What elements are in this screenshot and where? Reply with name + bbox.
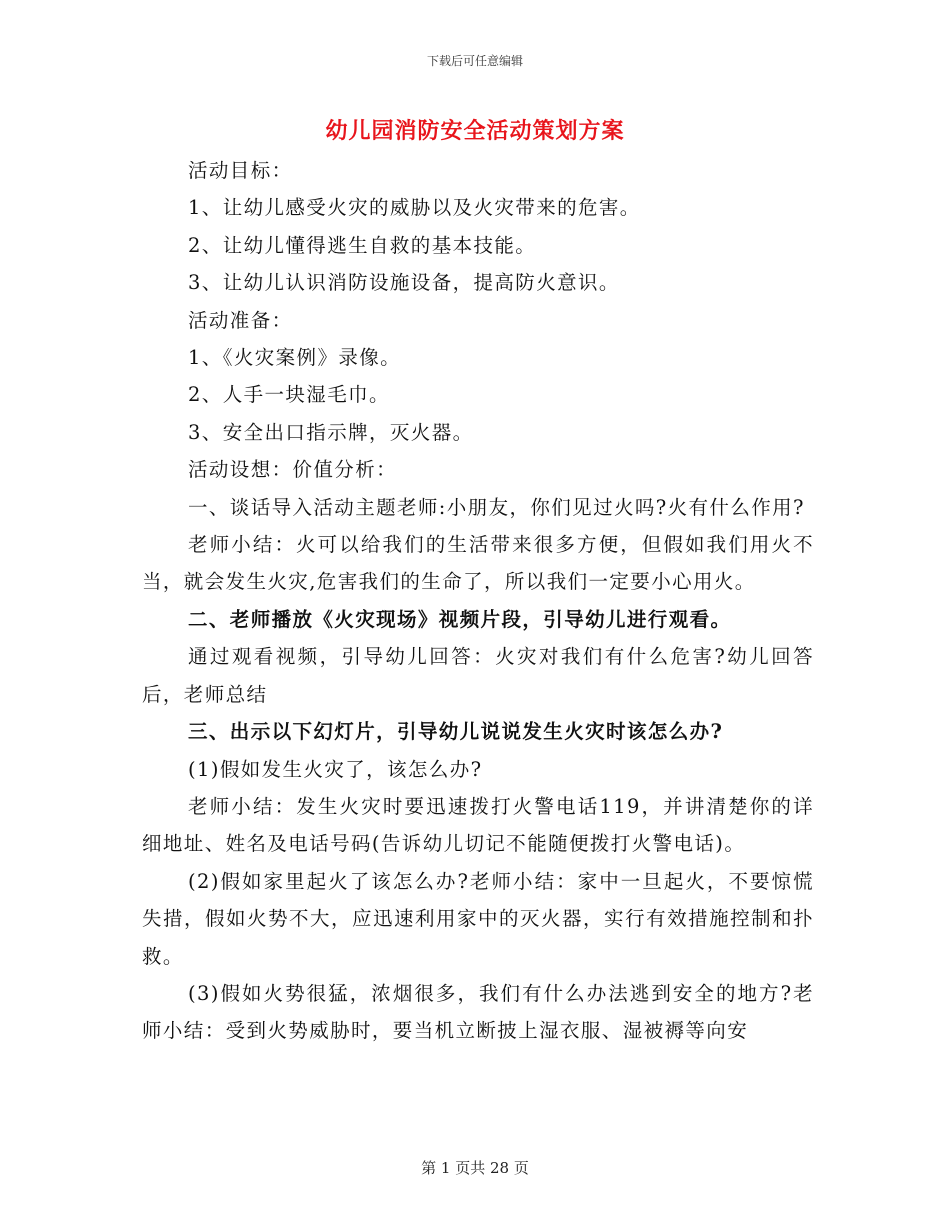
paragraph-teacher-summary-2: 老师小结：发生火灾时要迅速拨打火警电话119，并讲清楚你的详细地址、姓名及电话号码(告诉幼儿切记不能随便拨打火警电话)。	[142, 794, 814, 856]
paragraph-question-2: (2)假如家里起火了该怎么办?老师小结：家中一旦起火，不要惊慌失措，假如火势不大，应迅速利用家中的灭火器，实行有效措施控制和扑救。	[142, 869, 814, 968]
paragraph-video-discussion: 通过观看视频，引导幼儿回答：火灾对我们有什么危害?幼儿回答后，老师总结	[142, 645, 814, 706]
page-number: 第 1 页共 28 页	[421, 1159, 529, 1177]
paragraph-design-heading: 活动设想：价值分析：	[188, 458, 398, 482]
paragraph-section-3: 三、出示以下幻灯片，引导幼儿说说发生火灾时该怎么办?	[188, 720, 724, 744]
paragraph-preparation-1: 1、《火灾案例》录像。	[188, 346, 402, 370]
paragraph-goal-3: 3、让幼儿认识消防设施设备，提高防火意识。	[188, 271, 620, 295]
paragraph-goal-2: 2、让幼儿懂得逃生自救的基本技能。	[188, 233, 537, 257]
paragraph-section-1: 一、谈话导入活动主题老师:小朋友，你们见过火吗?火有什么作用?	[188, 495, 805, 519]
page-header: 下载后可任意编辑	[426, 54, 523, 68]
paragraph-preparation-3: 3、安全出口指示牌，灭火器。	[188, 420, 474, 444]
paragraph-teacher-summary-1: 老师小结：火可以给我们的生活带来很多方便，但假如我们用火不当，就会发生火灾,危害我们的生命了，所以我们一定要小心用火。	[142, 533, 814, 594]
document-body	[142, 152, 814, 1050]
paragraph-goals-heading: 活动目标：	[188, 159, 293, 182]
paragraph-question-1: (1)假如发生火灾了，该怎么办?	[188, 757, 483, 781]
document-title: 幼儿园消防安全活动策划方案	[325, 118, 625, 144]
paragraph-goal-1: 1、让幼儿感受火灾的威胁以及火灾带来的危害。	[188, 196, 641, 220]
paragraph-preparation-2: 2、人手一块湿毛巾。	[188, 383, 390, 407]
paragraph-section-2: 二、老师播放《火灾现场》视频片段，引导幼儿进行观看。	[188, 607, 732, 631]
paragraph-question-3: (3)假如火势很猛，浓烟很多，我们有什么办法逃到安全的地方?老师小结：受到火势威胁时，要当机立断披上湿衣服、湿被褥等向安	[142, 981, 814, 1043]
paragraph-preparation-heading: 活动准备：	[188, 308, 293, 332]
